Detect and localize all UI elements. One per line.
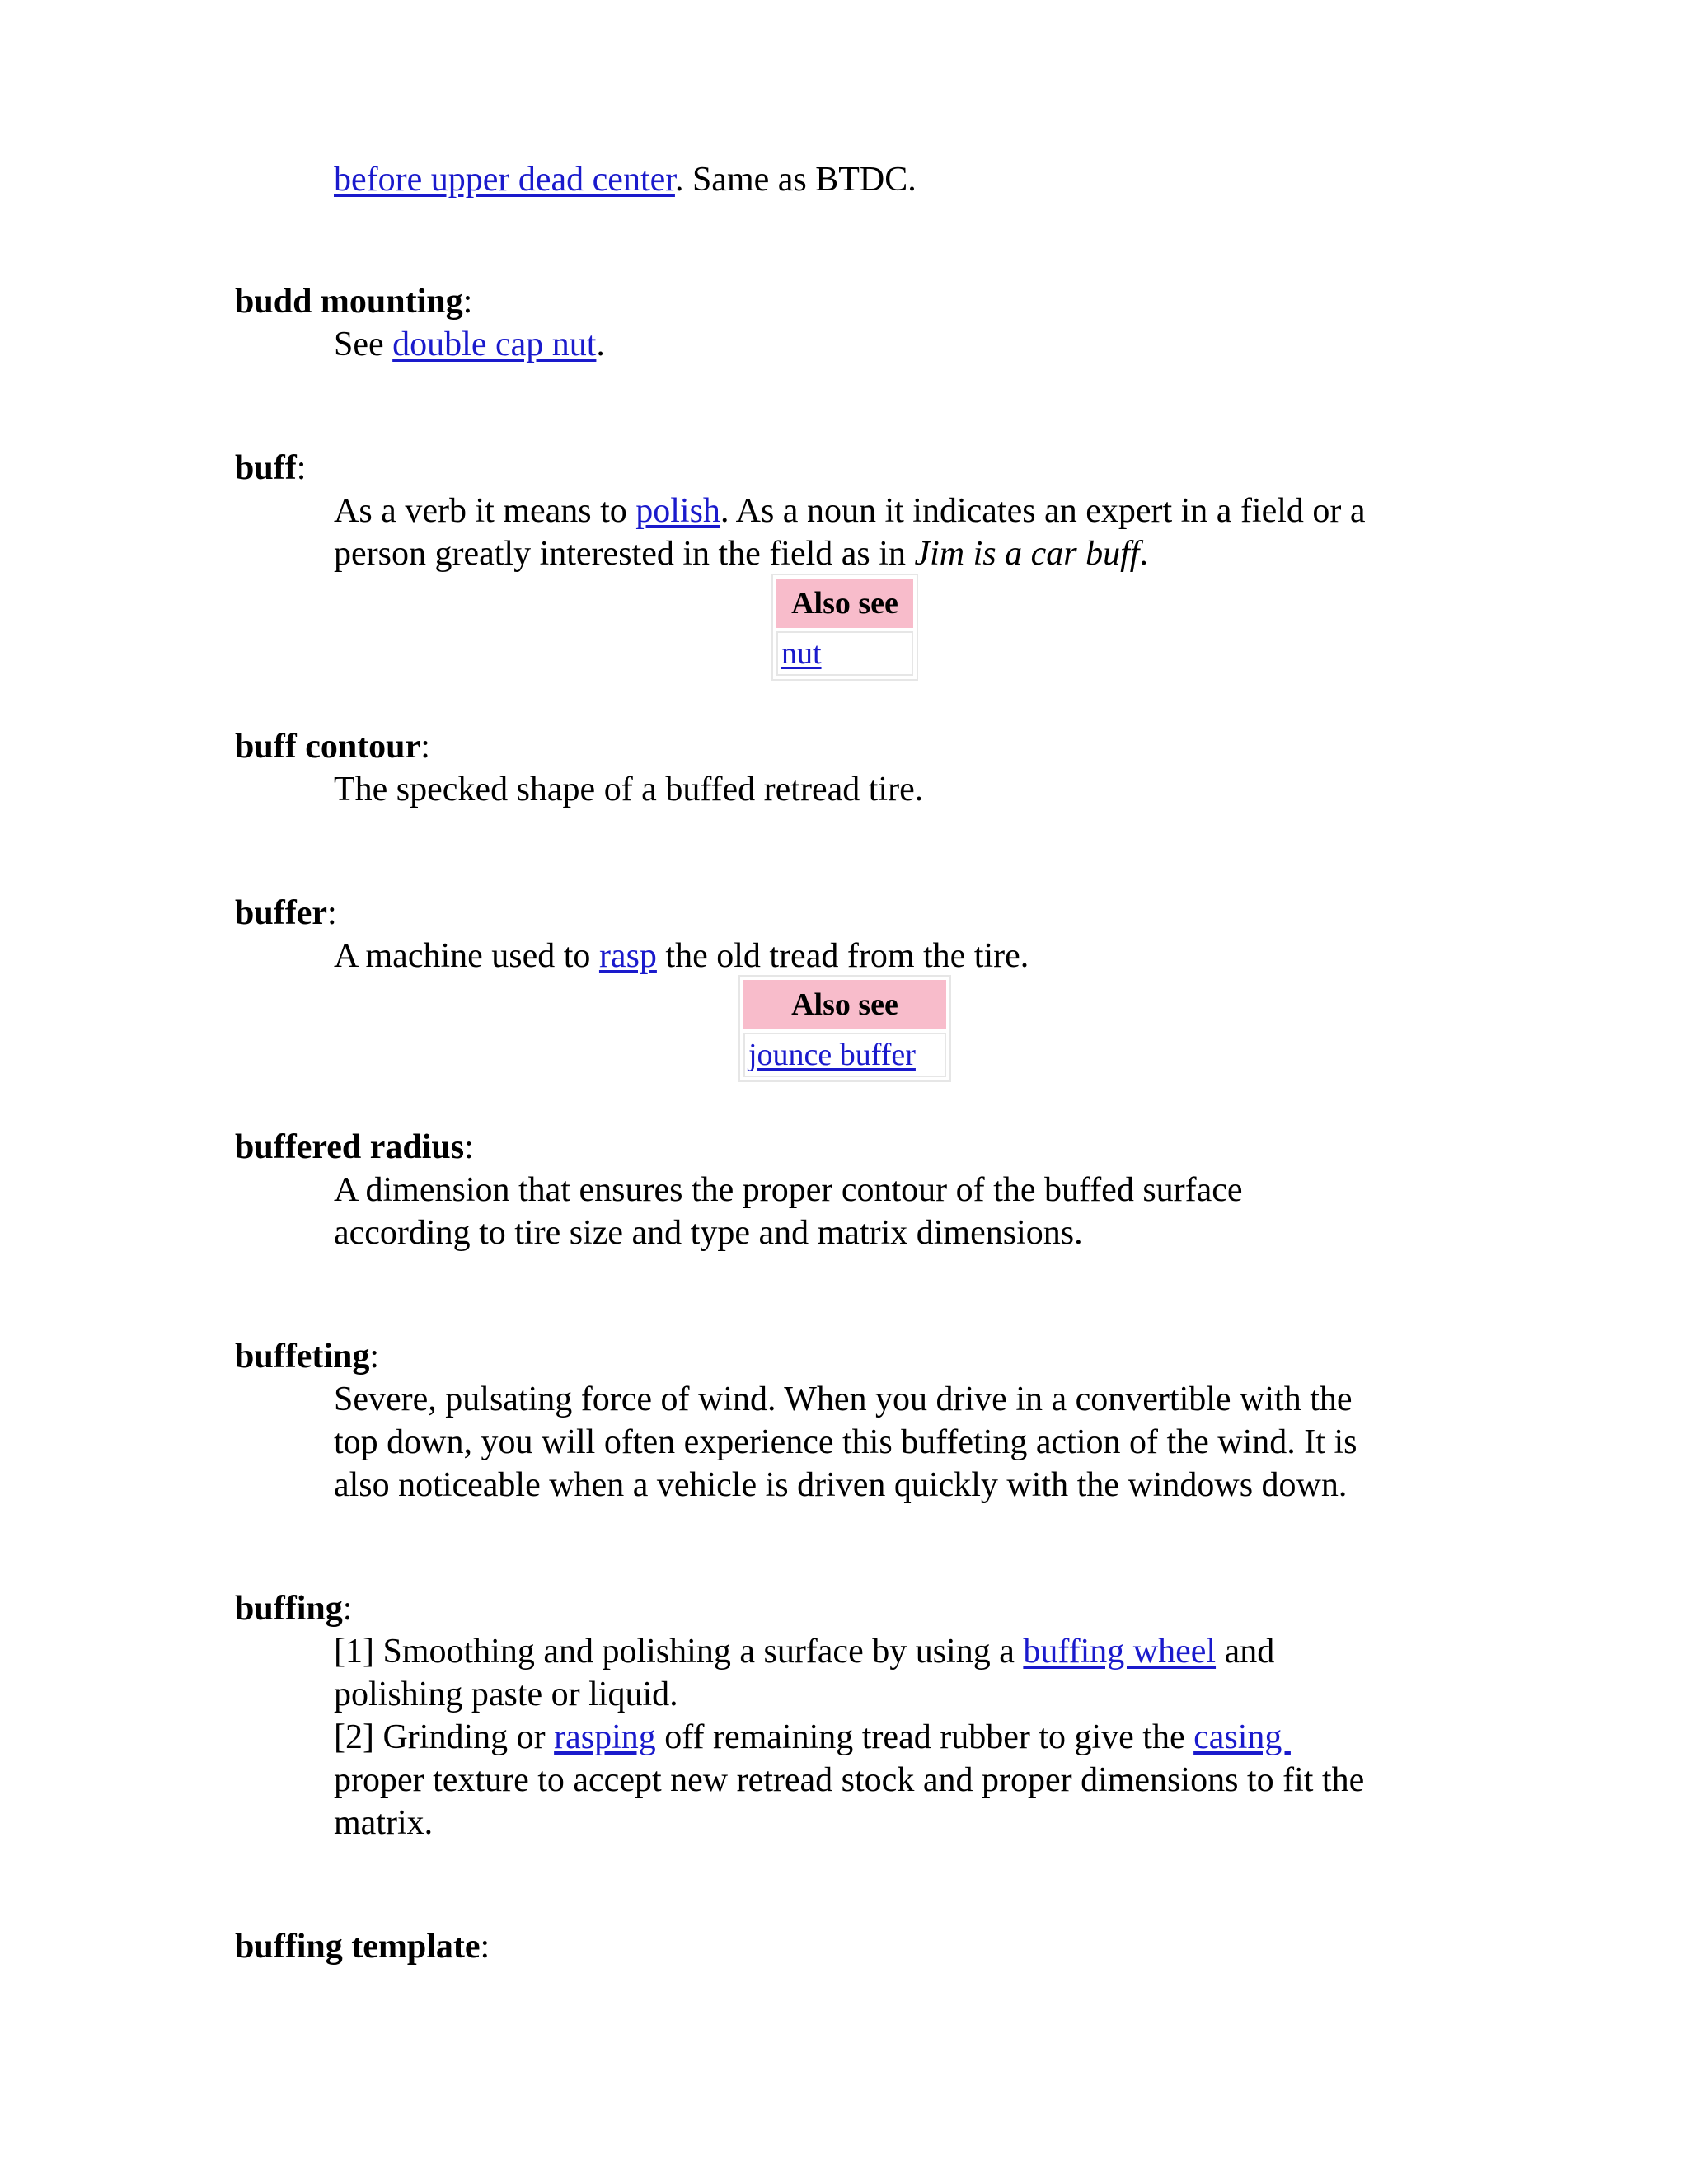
link-rasp[interactable]: rasp — [598, 937, 657, 975]
term-label: buffer — [235, 894, 327, 932]
definition-budd-mounting — [334, 323, 1455, 366]
definition-text: the old tread from the tire. — [656, 937, 1029, 975]
term-colon: : — [420, 728, 430, 766]
term-buffered-radius — [235, 1126, 474, 1169]
definition-buff — [334, 490, 1455, 575]
link-nut[interactable]: nut — [781, 636, 822, 671]
term-colon: : — [464, 1128, 474, 1166]
definition-buffing — [334, 1630, 1455, 1844]
definition-text: person greatly interested in the field as in — [334, 535, 915, 573]
definition-text: proper texture to accept new retread stock and proper dimensions to fit the — [334, 1761, 1365, 1799]
term-label: buffered radius — [235, 1128, 465, 1166]
link-before-upper-dead-center[interactable]: before upper dead center — [334, 161, 675, 199]
definition-text: A machine used to — [334, 937, 599, 975]
term-colon: : — [462, 283, 473, 321]
also-see-cell — [743, 1033, 946, 1077]
term-buffeting — [235, 1335, 379, 1378]
term-colon: : — [369, 1338, 380, 1376]
definition-text: . Same as BTDC. — [674, 161, 917, 199]
term-label: buffing — [235, 1590, 343, 1628]
link-jounce-buffer[interactable]: jounce buffer — [748, 1038, 916, 1072]
definition-text: As a verb it means to — [334, 492, 636, 530]
term-label: buffing template — [235, 1928, 481, 1966]
definition-text: A dimension that ensures the proper contour of the buffed surface — [334, 1171, 1243, 1209]
definition-text: top down, you will often experience this buffeting action of the wind. It is — [334, 1423, 1357, 1461]
term-label: budd mounting — [235, 283, 463, 321]
definition-text: The specked shape of a buffed retread tire. — [334, 771, 924, 808]
definition-text: according to tire size and type and matrix dimensions. — [334, 1214, 1083, 1252]
definition-text: [1] Smoothing and polishing a surface by using a — [334, 1633, 1024, 1671]
link-double-cap-nut[interactable]: double cap nut — [392, 326, 597, 363]
definition-text: . — [1139, 535, 1148, 573]
link-casing[interactable]: casing — [1193, 1718, 1291, 1756]
term-label: buff — [235, 449, 297, 487]
definition-text: [2] Grinding or — [334, 1718, 555, 1756]
term-budd-mounting — [235, 280, 472, 323]
definition-btdc — [334, 158, 1455, 201]
term-colon: : — [326, 894, 337, 932]
term-buffer — [235, 892, 337, 935]
definition-italic-text: Jim is a car buff — [914, 535, 1140, 573]
term-colon: : — [342, 1590, 353, 1628]
also-see-header: Also see — [776, 579, 913, 628]
also-see-cell — [776, 631, 913, 676]
definition-text: See — [334, 326, 393, 363]
term-buff — [235, 447, 306, 490]
term-label: buff contour — [235, 728, 421, 766]
definition-buffeting — [334, 1378, 1455, 1507]
link-polish[interactable]: polish — [635, 492, 720, 530]
definition-text: off remaining tread rubber to give the — [655, 1718, 1194, 1756]
term-buffing — [235, 1587, 352, 1630]
definition-buff-contour — [334, 768, 1455, 811]
term-label: buffeting — [235, 1338, 370, 1376]
also-see-box-buff — [771, 574, 918, 681]
definition-buffer — [334, 935, 1455, 977]
also-see-header: Also see — [743, 980, 946, 1029]
term-colon: : — [296, 449, 307, 487]
link-buffing-wheel[interactable]: buffing wheel — [1023, 1633, 1217, 1671]
definition-text: matrix. — [334, 1804, 434, 1842]
definition-text: Severe, pulsating force of wind. When you drive in a convertible with the — [334, 1380, 1353, 1418]
term-colon: : — [480, 1928, 490, 1966]
term-buff-contour — [235, 725, 430, 768]
definition-text: and — [1216, 1633, 1275, 1671]
link-rasping[interactable]: rasping — [554, 1718, 656, 1756]
also-see-box-buffer — [738, 975, 951, 1082]
definition-text: also noticeable when a vehicle is driven quickly with the windows down. — [334, 1466, 1348, 1504]
definition-text: polishing paste or liquid. — [334, 1675, 678, 1713]
definition-text: . As a noun it indicates an expert in a field or a — [720, 492, 1366, 530]
definition-text: . — [596, 326, 605, 363]
term-buffing-template — [235, 1925, 490, 1968]
definition-buffered-radius — [334, 1169, 1455, 1254]
